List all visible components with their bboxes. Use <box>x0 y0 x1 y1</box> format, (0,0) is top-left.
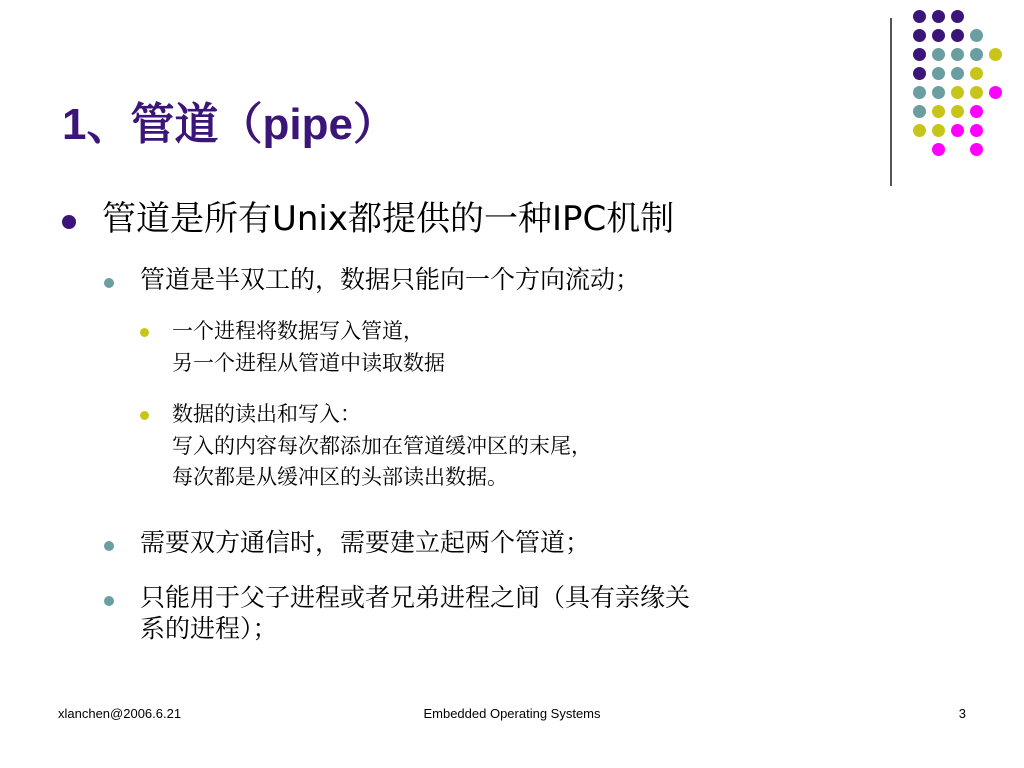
bullet-text-line1: 数据的读出和写入： <box>172 402 361 426</box>
decorative-dot <box>951 124 964 137</box>
decorative-dot <box>951 10 964 23</box>
decorative-dot <box>970 48 983 61</box>
bullet-dot-icon <box>140 328 149 337</box>
bullet-dot-icon <box>62 215 76 229</box>
decorative-dot <box>951 48 964 61</box>
bullet-text-line1: 只能用于父子进程或者兄弟进程之间（具有亲缘关 <box>140 583 691 612</box>
decorative-dot <box>913 124 926 137</box>
bullet-dot-icon <box>104 278 114 288</box>
bullet-text: 管道是所有Unix都提供的一种IPC机制 <box>102 199 675 239</box>
decorative-dot <box>913 105 926 118</box>
bullet-level3-io-rules <box>140 399 592 494</box>
decorative-dot <box>951 105 964 118</box>
bullet-text-line2: 写入的内容每次都添加在管道缓冲区的末尾， <box>172 433 592 458</box>
decorative-dot <box>932 143 945 156</box>
footer-author-date: xlanchen@2006.6.21 <box>58 706 182 721</box>
decorative-dot <box>932 48 945 61</box>
decorative-dot <box>913 48 926 61</box>
decorative-dot <box>970 86 983 99</box>
bullet-text: 管道是半双工的，数据只能向一个方向流动； <box>140 265 641 294</box>
bullet-text-line2: 系的进程）； <box>140 614 278 644</box>
decorative-dot <box>989 86 1002 99</box>
footer-course-title: Embedded Operating Systems <box>423 706 601 721</box>
bullet-level2-two-pipes <box>104 527 590 558</box>
bullet-level3-write-read <box>140 316 445 379</box>
decorative-dot <box>932 105 945 118</box>
decorative-dot <box>913 10 926 23</box>
decorative-dot <box>970 124 983 137</box>
decorative-dot <box>932 29 945 42</box>
decorative-dot <box>932 124 945 137</box>
footer-page-number: 3 <box>958 706 966 721</box>
bullet-text-line1: 一个进程将数据写入管道， <box>172 319 424 343</box>
decorative-dot <box>951 86 964 99</box>
bullet-text: 需要双方通信时，需要建立起两个管道； <box>140 528 591 557</box>
bullet-level1 <box>62 198 674 241</box>
decorative-dot <box>970 105 983 118</box>
decorative-dot-grid <box>900 10 1010 170</box>
decorative-dot <box>913 67 926 80</box>
bullet-level2-related-processes <box>104 582 690 645</box>
decorative-dot <box>951 29 964 42</box>
bullet-dot-icon <box>104 541 114 551</box>
bullet-text-line2: 另一个进程从管道中读取数据 <box>172 350 445 375</box>
decorative-dot <box>913 86 926 99</box>
decorative-dot <box>970 29 983 42</box>
bullet-level2-half-duplex <box>104 264 640 295</box>
decorative-dot <box>932 86 945 99</box>
decorative-dot <box>951 67 964 80</box>
bullet-dot-icon <box>140 411 149 420</box>
decorative-dot <box>932 10 945 23</box>
decorative-dot <box>970 67 983 80</box>
bullet-dot-icon <box>104 596 114 606</box>
title-divider-line <box>890 18 892 186</box>
decorative-dot <box>932 67 945 80</box>
bullet-text-line3: 每次都是从缓冲区的头部读出数据。 <box>172 465 508 489</box>
decorative-dot <box>989 48 1002 61</box>
decorative-dot <box>913 29 926 42</box>
decorative-dot <box>970 143 983 156</box>
slide-title: 1、管道（pipe） <box>62 100 397 149</box>
